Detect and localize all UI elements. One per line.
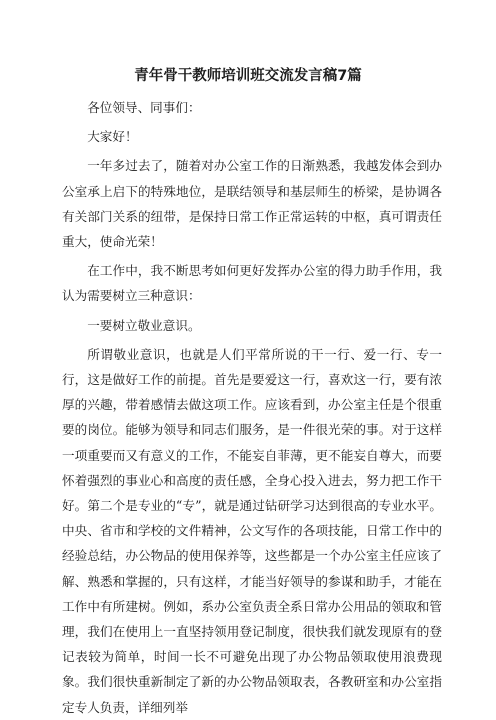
document-title: 青年骨干教师培训班交流发言稿7篇: [134, 68, 362, 84]
paragraph: 一年多过去了，随着对办公室工作的日渐熟悉，我越发体会到办公室承上启下的特殊地位，是联结领导和基层师生的桥梁，是协调各有关部门关系的纽带，是保持日常工作正常运转的中枢，真可谓责任重大，使命光荣！: [62, 158, 442, 250]
document-body: [62, 95, 442, 720]
paragraph: 在工作中，我不断思考如何更好发挥办公室的得力助手作用，我认为需要树立三种意识：: [62, 263, 442, 304]
salutation: 各位领导、同事们：: [87, 100, 201, 115]
paragraph: 所谓敬业意识，也就是人们平常所说的干一行、爱一行、专一行，这是做好工作的前提。首先是要爱这一行，喜欢这一行，要有浓厚的兴趣，带着感情去做这项工作。应该看到，办公室主任是个很重要的岗位。能够为领导和同志们服务，是一件很光荣的事。对于这样一项重要而又有意义的工作，不能妄自菲薄，更不能妄自尊大，而要怀着强烈的事业心和高度的责任感，全身心投入进去，努力把工作干好。第二个是专业的“专”，就是通过钻研学习达到很高的专业水平。中央、省市和学校的文件精神，公文写作的各项技能，日常工作中的经验总结，办公物品的使用保养等，这些都是一个办公室主任应该了解、熟悉和掌握的，只有这样，才能当好领导的参谋和助手，才能在工作中有所建树。例如，系办公室负责全系日常办公用品的领取和管理，我们在使用上一直坚持领用登记制度，很快我们就发现原有的登记表较为简单，时间一长不可避免出现了办公物品领取使用浪费现象。我们很快重新制定了新的办公物品领取表，各教研室和办公室指定专人负责，详细列举: [62, 346, 442, 715]
greeting: 大家好！: [87, 129, 138, 145]
section-heading: 一要树立敬业意识。: [87, 317, 201, 333]
